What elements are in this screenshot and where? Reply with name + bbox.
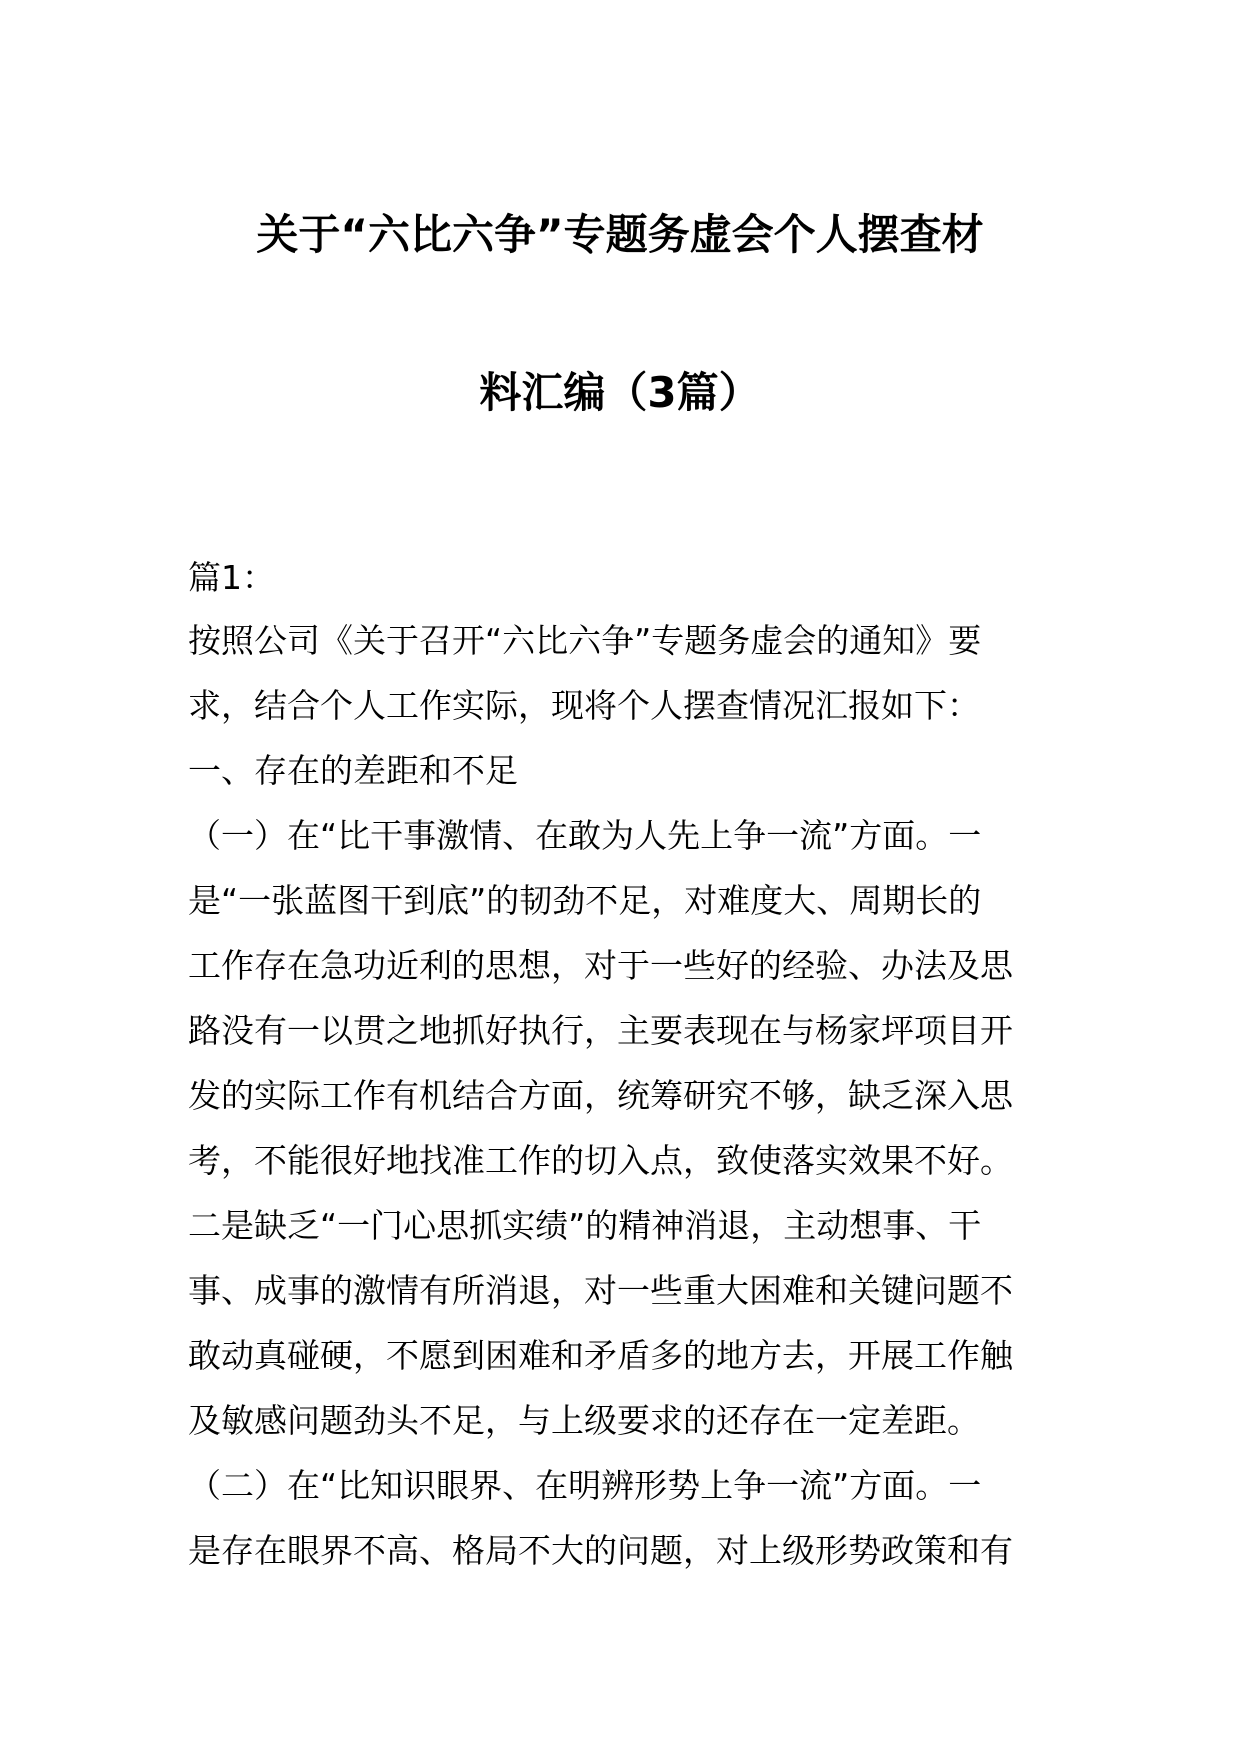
document-title-line-2: 料汇编（3篇）	[479, 368, 761, 417]
body-line: 一、存在的差距和不足	[188, 751, 518, 790]
body-line: （二）在“比知识眼界、在明辨形势上争一流”方面。一	[188, 1466, 982, 1505]
body-line: 二是缺乏“一门心思抓实绩”的精神消退，主动想事、干	[188, 1206, 982, 1245]
document-title-line-1: 关于“六比六争”专题务虚会个人摆查材	[256, 210, 984, 259]
body-line: 是“一张蓝图干到底”的韧劲不足，对难度大、周期长的	[188, 881, 982, 920]
body-line: 考，不能很好地找准工作的切入点，致使落实效果不好。	[188, 1141, 1013, 1180]
body-line: 及敏感问题劲头不足，与上级要求的还存在一定差距。	[188, 1401, 980, 1440]
body-line: 是存在眼界不高、格局不大的问题，对上级形势政策和有	[188, 1531, 1013, 1570]
body-paragraph	[188, 608, 1063, 1583]
body-line: （一）在“比干事激情、在敢为人先上争一流”方面。一	[188, 816, 982, 855]
body-line: 敢动真碰硬，不愿到困难和矛盾多的地方去，开展工作触	[188, 1336, 1013, 1375]
section-label: 篇1：	[188, 558, 275, 597]
body-line: 发的实际工作有机结合方面，统筹研究不够，缺乏深入思	[188, 1076, 1013, 1115]
body-line: 事、成事的激情有所消退，对一些重大困难和关键问题不	[188, 1271, 1013, 1310]
body-line: 按照公司《关于召开“六比六争”专题务虚会的通知》要	[188, 621, 982, 660]
body-line: 工作存在急功近利的思想，对于一些好的经验、办法及思	[188, 946, 1013, 985]
body-line: 路没有一以贯之地抓好执行，主要表现在与杨家坪项目开	[188, 1011, 1013, 1050]
body-line: 求，结合个人工作实际，现将个人摆查情况汇报如下：	[188, 686, 980, 725]
